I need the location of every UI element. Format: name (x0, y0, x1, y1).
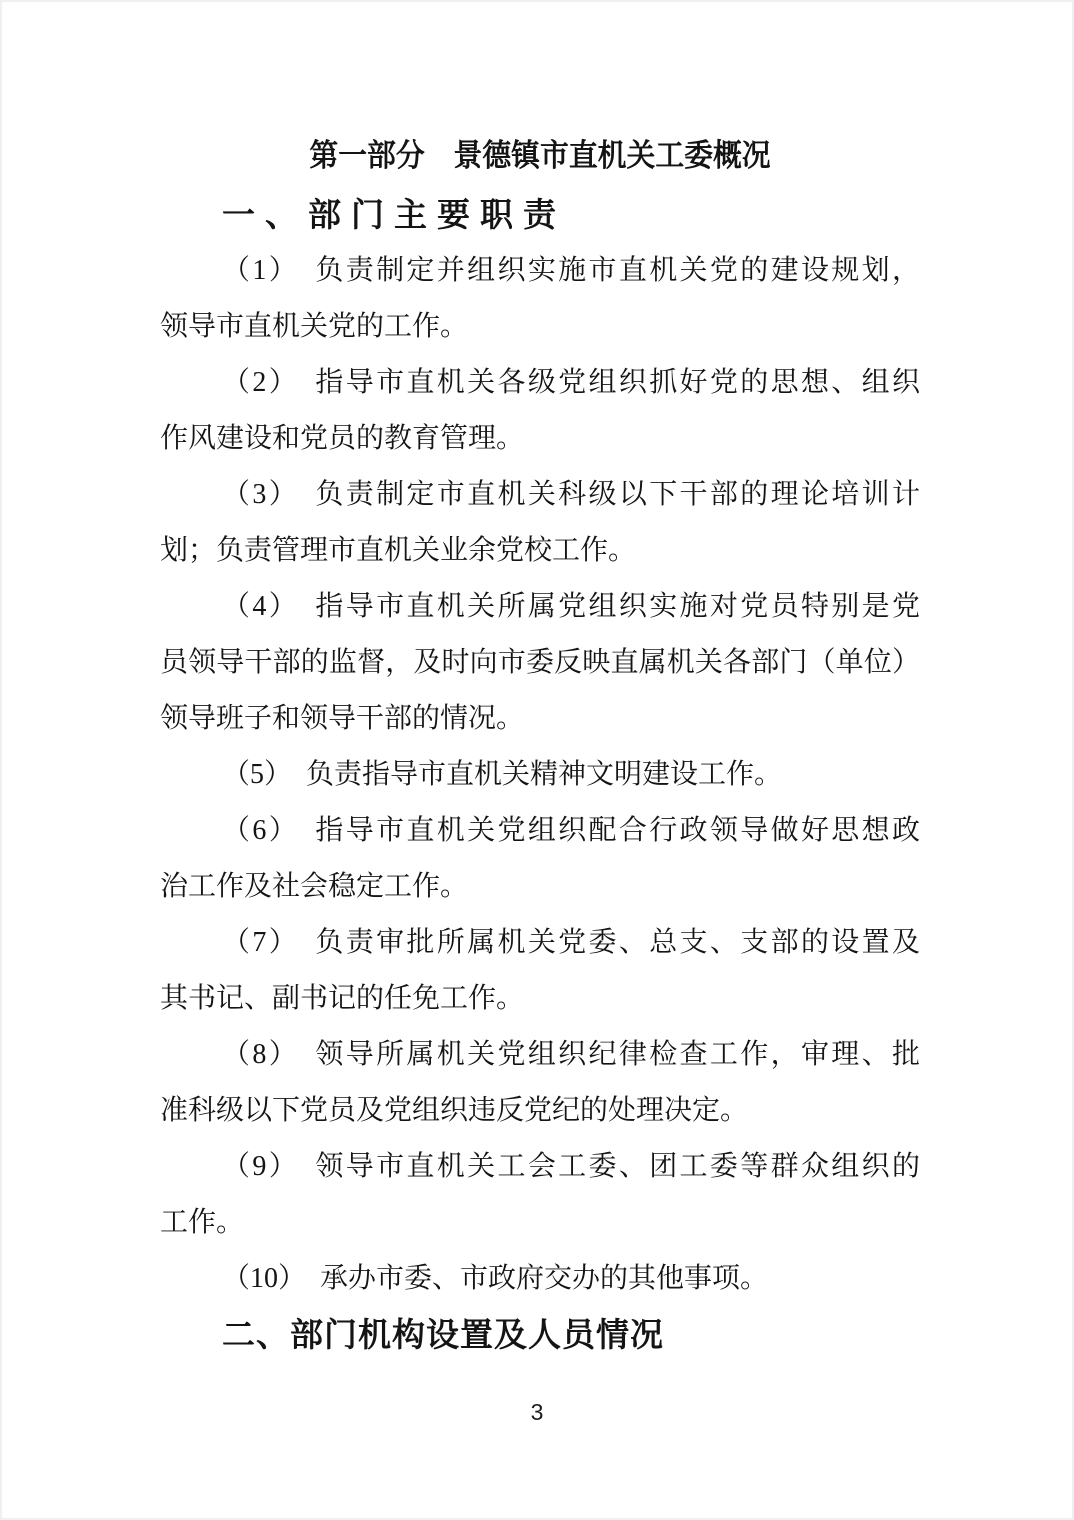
duty-2-line-1: （2） 指导市直机关各级党组织抓好党的思想、组织 (222, 367, 920, 398)
duty-9-line-2: 工作。 (160, 1207, 245, 1238)
section-one-heading: 一、部门主要职责 (222, 196, 566, 233)
duty-10-line-1: （10） 承办市委、市政府交办的其他事项。 (222, 1263, 769, 1294)
duty-3-line-1: （3） 负责制定市直机关科级以下干部的理论培训计 (222, 479, 920, 510)
duty-item-10 (160, 1251, 920, 1307)
duty-1-line-2: 领导市直机关党的工作。 (160, 311, 469, 342)
duty-7-line-2: 其书记、副书记的任免工作。 (160, 983, 525, 1014)
duty-9-line-1: （9） 领导市直机关工会工委、团工委等群众组织的 (222, 1151, 920, 1182)
duty-item-4 (160, 579, 920, 747)
duty-item-5 (160, 747, 920, 803)
duty-item-6 (160, 803, 920, 915)
duty-5-line-1: （5） 负责指导市直机关精神文明建设工作。 (222, 759, 783, 790)
duty-3-line-2: 划；负责管理市直机关业余党校工作。 (160, 535, 637, 566)
duty-item-7 (160, 915, 920, 1027)
document-body (160, 125, 920, 1363)
duty-item-3 (160, 467, 920, 579)
duty-item-9 (160, 1139, 920, 1251)
page-number: 3 (530, 1399, 544, 1425)
duty-7-line-1: （7） 负责审批所属机关党委、总支、支部的设置及 (222, 927, 920, 958)
duty-item-2 (160, 355, 920, 467)
section-two-heading: 二、部门机构设置及人员情况 (222, 1316, 664, 1353)
duty-4-line-2: 员领导干部的监督，及时向市委反映直属机关各部门（单位） (160, 647, 920, 678)
duty-item-8 (160, 1027, 920, 1139)
duty-8-line-1: （8） 领导所属机关党组织纪律检查工作，审理、批 (222, 1039, 920, 1070)
duty-8-line-2: 准科级以下党员及党组织违反党纪的处理决定。 (160, 1095, 749, 1126)
duty-1-line-1: （1） 负责制定并组织实施市直机关党的建设规划， (222, 255, 920, 286)
duty-item-1 (160, 243, 920, 355)
duty-6-line-2: 治工作及社会稳定工作。 (160, 871, 469, 902)
duty-4-line-3: 领导班子和领导干部的情况。 (160, 703, 525, 734)
page-footer (0, 1394, 1074, 1430)
document-title: 第一部分 景德镇市直机关工委概况 (309, 138, 771, 173)
duty-4-line-1: （4） 指导市直机关所属党组织实施对党员特别是党 (222, 591, 920, 622)
duty-6-line-1: （6） 指导市直机关党组织配合行政领导做好思想政 (222, 815, 920, 846)
duty-2-line-2: 作风建设和党员的教育管理。 (160, 423, 525, 454)
